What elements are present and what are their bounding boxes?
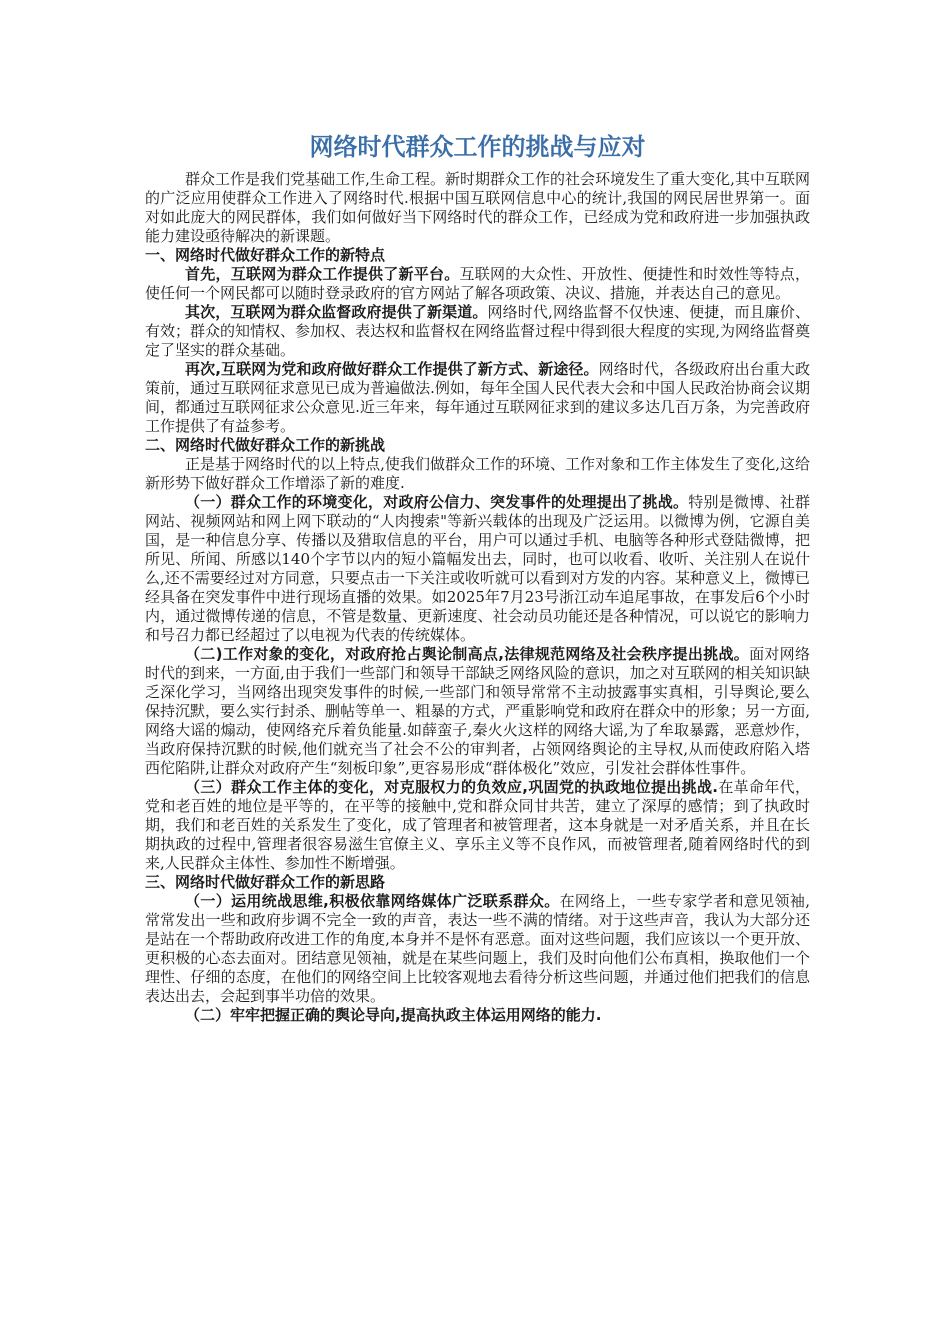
section-1-paragraph-2: [145, 303, 810, 360]
document-page: [145, 130, 810, 1025]
section-1-paragraph-3: [145, 360, 810, 436]
paragraph-lead: （一）群众工作的环境变化，对政府公信力、突发事件的处理提出了挑战。: [185, 493, 689, 511]
paragraph-lead: （一）运用统战思维,积极依靠网络媒体广泛联系群众。: [185, 892, 560, 910]
paragraph-text: 网络时代，各级政府出台重大政策前，通过互联网征求意见已成为普遍做法.例如，每年全国人民代表大会和中国人民政治协商会议期间，都通过互联网征求公众意见.近三年来，每年通过互联网征求到的建议多达几百万条，为完善政府工作提供了有益参考。: [145, 360, 810, 435]
paragraph-text: 特别是微博、社群网站、视频网站和网上网下联动的“人肉搜索"等新兴载体的出现及广泛运用。以微博为例，它源自美国，是一种信息分享、传播以及猎取信息的平台，用户可以通过手机、电脑等各种形式登陆微博，把所见、所闻、所感以140个字节以内的短小篇幅发出去，同时，也可以收看、收听、关注别人在说什么,还不需要经过对方同意，只要点击一下关注或收听就可以看到对方发的内容。某种意义上，微博已经具备在突发事件中进行现场直播的效果。如2025年7月23号浙江动车追尾事故，在事发后6个小时内，通过微博传递的信息，不管是数量、更新速度、社会动员功能还是各种情况，可以说它的影响力和号召力都已经超过了以电视为代表的传统媒体。: [145, 493, 810, 644]
paragraph-text: 在革命年代，党和老百姓的地位是平等的，在平等的接触中,党和群众同甘共苦，建立了深厚的感情；到了执政时期，我们和老百姓的关系发生了变化，成了管理者和被管理者，这本身就是一对矛盾关系，并且在长期执政的过程中,管理者很容易滋生官僚主义、享乐主义等不良作风，而被管理者,随着网络时代的到来,人民群众主体性、参加性不断增强。: [145, 778, 810, 872]
paragraph-text: 面对网络时代的到来，一方面,由于我们一些部门和领导干部缺乏网络风险的意识，加之对互联网的相关知识缺乏深化学习，当网络出现突发事件的时候,一些部门和领导常常不主动披露事实真相，引导舆论,要么保持沉默，要么实行封杀、删帖等单一、粗暴的方式，严重影响党和政府在群众中的形象；另一方面,网络大谣的煽动，使网络充斥着负能量.如薛蛮子,秦火火这样的网络大谣,为了牟取暴露，恶意炒作，当政府保持沉默的时候,他们就充当了社会不公的审判者，占领网络舆论的主导权,从而使政府陷入塔西佗陷阱,让群众对政府产生“刻板印象”,更容易形成“群体极化”效应，引发社会群体性事件。: [145, 645, 810, 777]
paragraph-lead: 再次,互联网为党和政府做好群众工作提供了新方式、新途径。: [185, 360, 599, 378]
paragraph-text: 互联网的大众性、开放性、便捷性和时效性等特点，使任何一个网民都可以随时登录政府的官方网站了解各项政策、决议、措施，并表达自己的意见。: [145, 265, 810, 302]
paragraph-lead: （二）牢牢把握正确的舆论导向,提高执政主体运用网络的能力.: [185, 1006, 602, 1024]
paragraph-lead: 其次，互联网为群众监督政府提供了新渠道。: [185, 303, 488, 321]
section-2-paragraph-1: [145, 493, 810, 645]
section-2-paragraph-2: [145, 645, 810, 778]
section-3-paragraph-2: [145, 1006, 810, 1025]
section-1-paragraph-1: [145, 265, 810, 303]
section-3-heading: 三、网络时代做好群众工作的新思路: [145, 873, 386, 891]
section-1-heading: 一、网络时代做好群众工作的新特点: [145, 246, 386, 264]
section-2-intro: 正是基于网络时代的以上特点,使我们做群众工作的环境、工作对象和工作主体发生了变化,这给新形势下做好群众工作增添了新的难度.: [145, 455, 810, 492]
paragraph-text: 网络时代,网络监督不仅快速、便捷，而且廉价、有效；群众的知情权、参加权、表达权和监督权在网络监督过程中得到很大程度的实现,为网络监督奠定了坚实的群众基础。: [145, 303, 810, 359]
section-3-paragraph-1: [145, 892, 810, 1006]
section-2-paragraph-3: [145, 778, 810, 873]
paragraph-lead: （二)工作对象的变化，对政府抢占舆论制高点,法律规范网络及社会秩序提出挑战。: [185, 645, 750, 663]
document-title: 网络时代群众工作的挑战与应对: [309, 133, 646, 161]
intro-paragraph: 群众工作是我们党基础工作,生命工程。新时期群众工作的社会环境发生了重大变化,其中互联网的广泛应用使群众工作进入了网络时代.根据中国互联网信息中心的统计,我国的网民居世界第一。面对如此庞大的网民群体，我们如何做好当下网络时代的群众工作，已经成为党和政府进一步加强执政能力建设亟待解决的新课题。: [145, 170, 810, 245]
paragraph-lead: 首先，互联网为群众工作提供了新平台。: [185, 265, 460, 283]
paragraph-lead: （三）群众工作主体的变化，对克服权力的负效应,巩固党的执政地位提出挑战.: [185, 778, 718, 796]
paragraph-text: 在网络上，一些专家学者和意见领袖,常常发出一些和政府步调不完全一致的声音，表达一些不满的情绪。对于这些声音，我认为大部分还是站在一个帮助政府改进工作的角度,本身并不是怀有恶意。面对这些问题，我们应该以一个更开放、更积极的心态去面对。团结意见领袖，就是在某些问题上，我们及时向他们公布真相，换取他们一个理性、仔细的态度，在他们的网络空间上比较客观地去看待分析这些问题，并通过他们把我们的信息表达出去，会起到事半功倍的效果。: [145, 892, 810, 1005]
section-2-heading: 二、网络时代做好群众工作的新挑战: [145, 436, 386, 454]
